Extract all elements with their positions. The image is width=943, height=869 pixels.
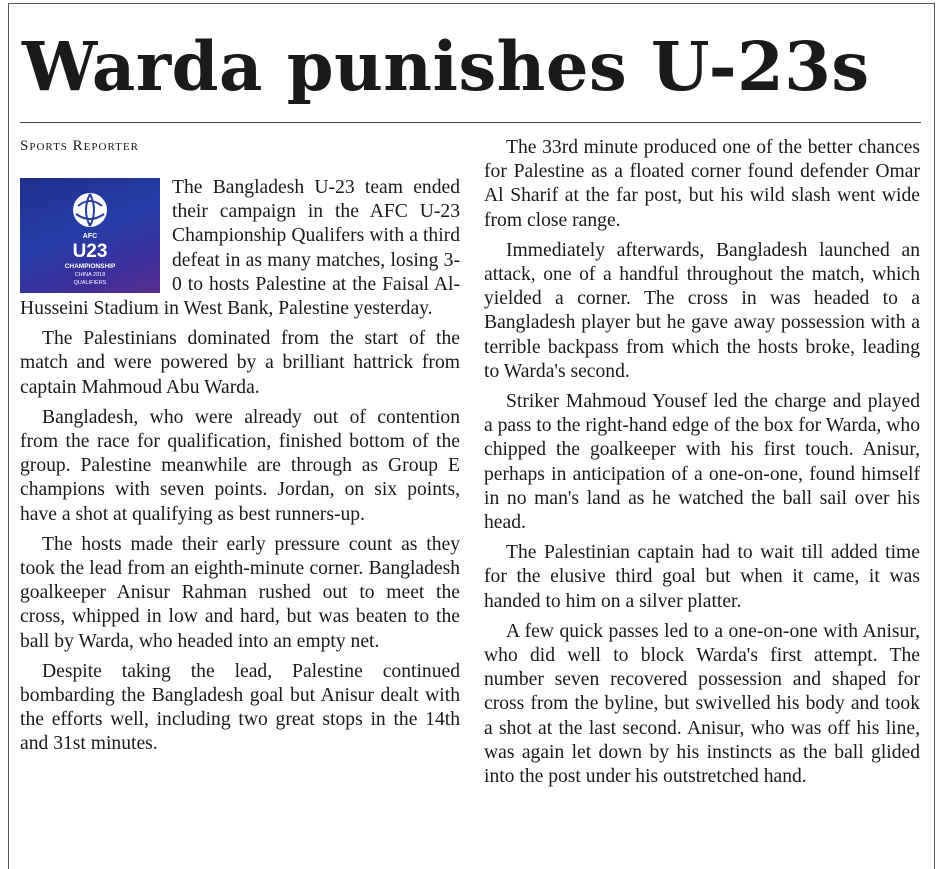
byline: Sports Reporter [20, 138, 139, 154]
page-border-left [8, 3, 9, 869]
headline: Warda punishes U-23s [22, 27, 870, 106]
afc-u23-logo [20, 178, 160, 293]
paragraph-right-4: The Palestinian captain had to wait till added time for the elusive third goal but when it came, it was handed to him on a silver platter. [484, 542, 920, 612]
paragraph-right-3: Striker Mahmoud Yousef led the charge and played a pass to the right-hand edge of the box for Warda, who chipped the goalkeeper with his first touch. Anisur, perhaps in anticipation of a one-on-one, found himself in no man's land as he watched the ball sail over his head. [484, 391, 920, 534]
logo-qualifiers-text: QUALIFIERS [73, 280, 107, 286]
paragraph-left-1: The Bangladesh U-23 team ended their campaign in the AFC U-23 Championship Qualifers with a third defeat in as many matches, losing 3-0 to hosts Palestine at the Faisal Al-Husseini Stadium in West Bank, Palestine yesterday. [20, 177, 460, 320]
paragraph-right-5: A few quick passes led to a one-on-one with Anisur, who did well to block Warda's first attempt. The number seven recovered possession and shaped for cross from the byline, but swivelled his body and took a shot at the last second. Anisur, who was off his line, was again let down by his instincts as the ball glided into the post under his outstretched hand. [484, 620, 920, 788]
logo-china-text: CHINA 2018 [74, 272, 106, 278]
paragraph-right-1: The 33rd minute produced one of the better chances for Palestine as a floated corner found defender Omar Al Sharif at the far post, but his wild slash went wide from close range. [484, 137, 920, 231]
logo-championship-text: CHAMPIONSHIP [64, 263, 116, 270]
logo-u23-text: U23 [72, 241, 108, 262]
page-border-right [934, 3, 935, 869]
paragraph-left-5: Despite taking the lead, Palestine continued bombarding the Bangladesh goal but Anisur dealt with the efforts well, including two great stops in the 14th and 31st minutes. [20, 660, 460, 755]
paragraph-left-4: The hosts made their early pressure count as they took the lead from an eighth-minute corner. Bangladesh goalkeeper Anisur Rahman rushed out to meet the cross, whipped in low and hard, but was beaten to the ball by Warda, who headed into an empty net. [20, 533, 460, 652]
paragraph-right-2: Immediately afterwards, Bangladesh launched an attack, one of a handful throughout the match, which yielded a corner. The cross in was headed to a Bangladesh player but he gave away possession with a terrible backpass from which the hosts broke, leading to Warda's second. [484, 239, 920, 382]
headline-rule [20, 122, 921, 123]
paragraph-left-3: Bangladesh, who were already out of contention from the race for qualification, finished bottom of the group. Palestine meanwhile are through as Group E champions with seven points. Jordan, on six points, have a shot at qualifying as best runners-up. [20, 406, 460, 525]
article-column-right [484, 136, 920, 795]
article-column-left [20, 136, 460, 763]
logo-afc-text: AFC [82, 233, 98, 240]
page-border-top [8, 3, 935, 4]
ball-icon [73, 193, 107, 227]
paragraph-left-2: The Palestinians dominated from the start of the match and were powered by a brilliant hattrick from captain Mahmoud Abu Warda. [20, 328, 460, 398]
afc-u23-logo-graphic [20, 178, 160, 293]
